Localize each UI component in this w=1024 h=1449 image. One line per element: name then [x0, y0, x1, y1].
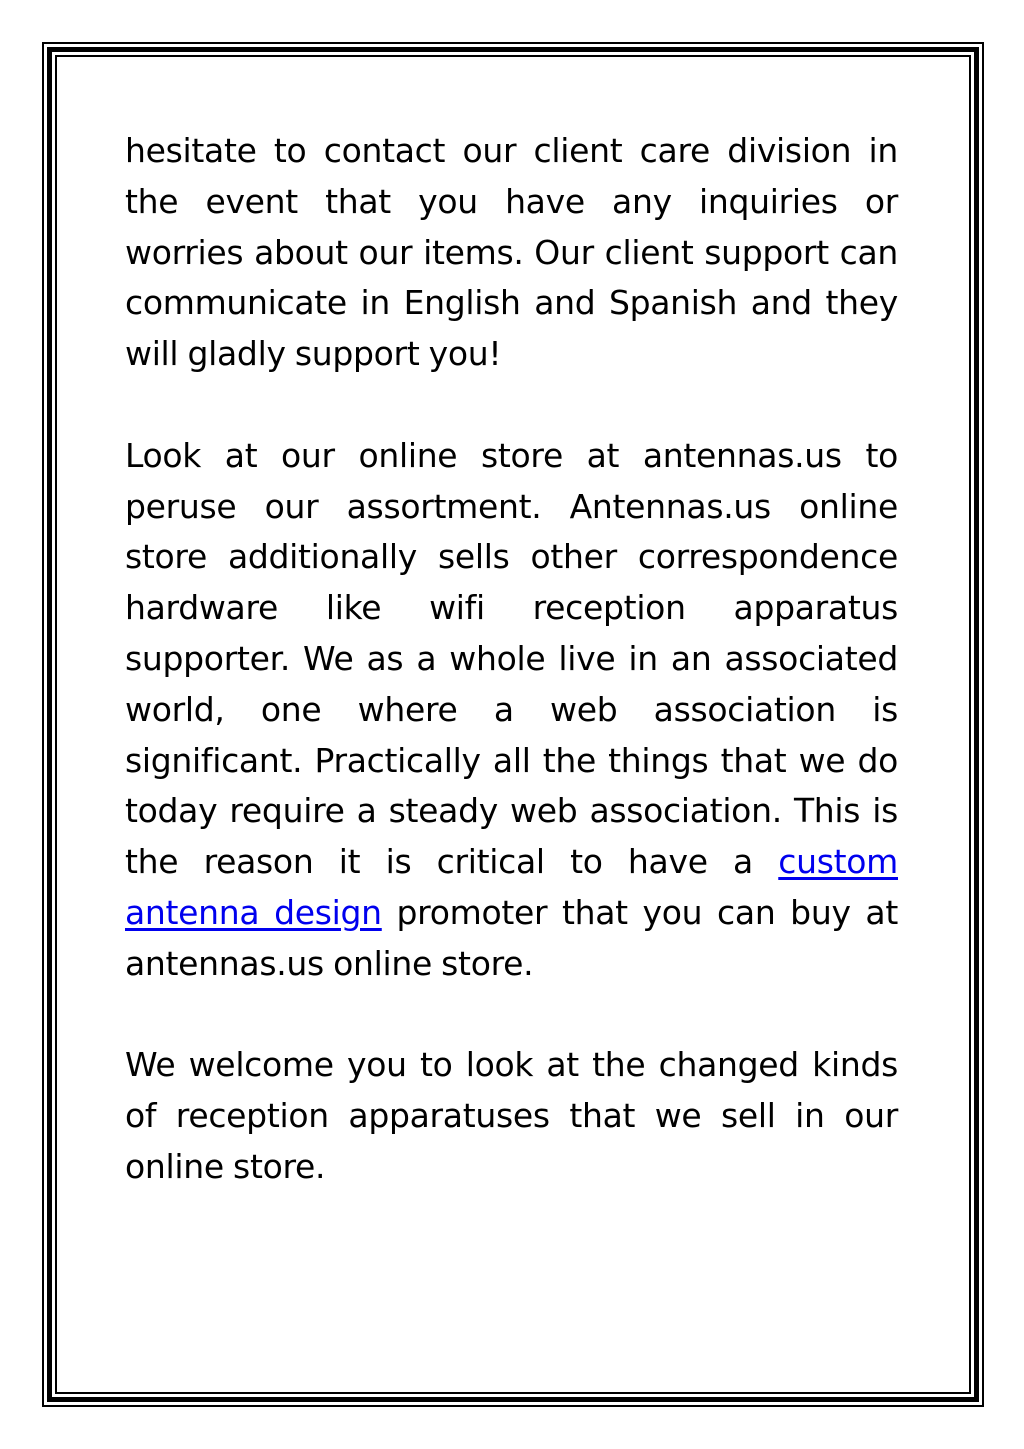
- paragraph-online-store: [125, 431, 898, 990]
- paragraph-welcome: We welcome you to look at the changed kinds of reception apparatuses that we sell in our online store.: [125, 1045, 898, 1186]
- paragraph-online-store-text-after: promoter that you can buy at antennas.us online store.: [125, 892, 898, 983]
- custom-antenna-design-link[interactable]: custom antenna design: [125, 842, 898, 932]
- document-body: [125, 126, 898, 1244]
- paragraph-online-store-text-before: Look at our online store at antennas.us to peruse our assortment. Antennas.us online store additionally sells other correspondence hardware like wifi reception apparatus supporter. We as a whole live in an associated world, one where a web association is significant. Practically all the things that we do today require a steady web association. This is the reason it is critical to have a: [125, 435, 898, 882]
- paragraph-contact: hesitate to contact our client care division in the event that you have any inquiries or worries about our items. Our client support can communicate in English and Spanish and they will gladly support you!: [125, 131, 898, 374]
